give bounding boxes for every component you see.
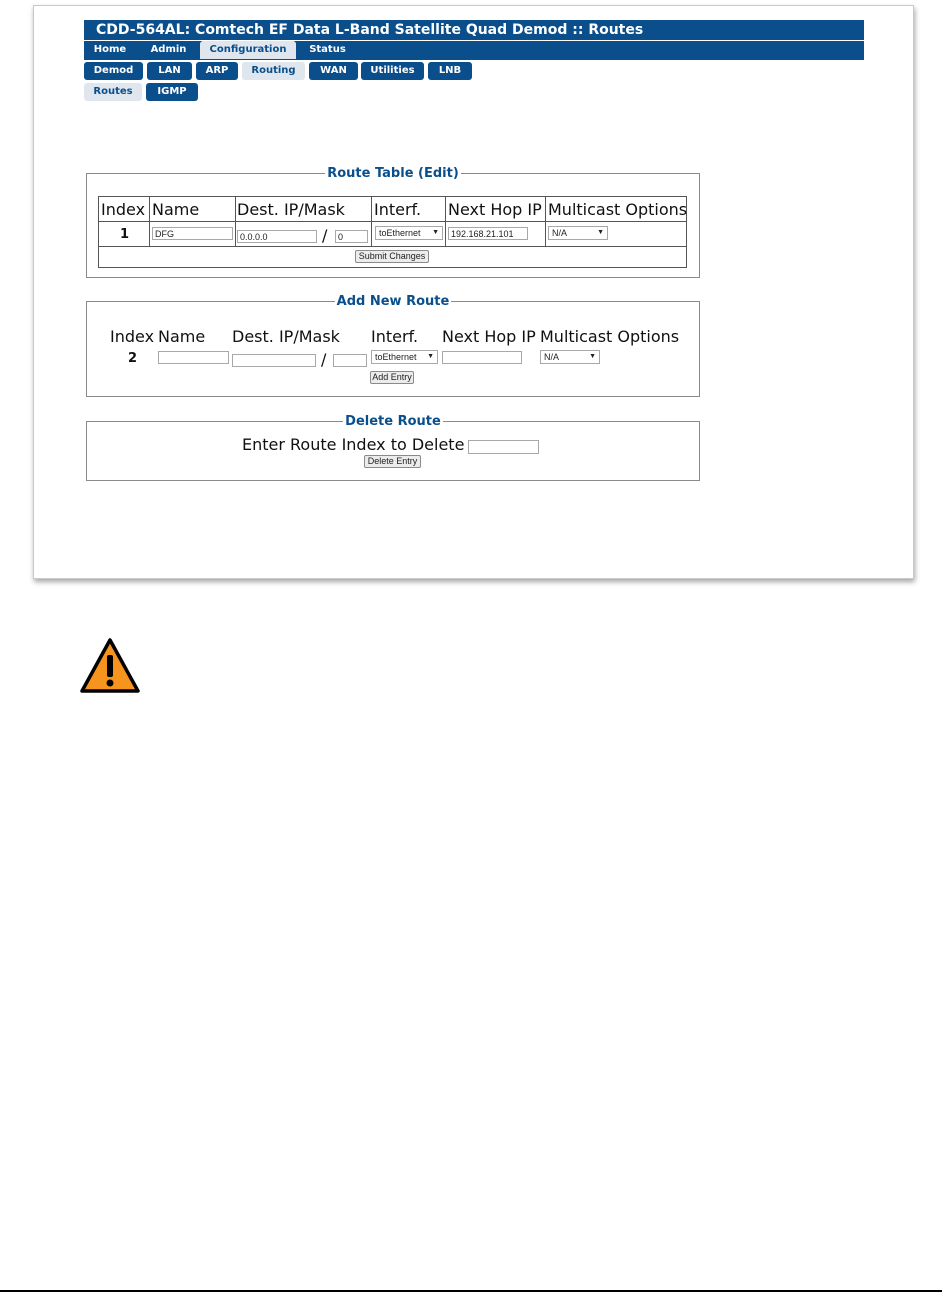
tab-admin[interactable]: Admin	[141, 41, 196, 59]
add-multicast-value: N/A	[544, 352, 560, 362]
row1-interface-value: toEthernet	[379, 228, 421, 238]
tab-home[interactable]: Home	[84, 41, 136, 59]
add-header-index: Index	[110, 327, 155, 346]
header-interface: Interf.	[374, 200, 422, 219]
dropdown-arrow-icon: ▼	[432, 229, 439, 236]
dropdown-arrow-icon: ▼	[597, 229, 604, 236]
tab-utilities[interactable]: Utilities	[361, 62, 424, 80]
row1-mask-input[interactable]: 0	[335, 230, 368, 243]
dropdown-arrow-icon: ▼	[427, 353, 434, 360]
add-multicast-select[interactable]	[540, 350, 600, 364]
header-next-hop-ip: Next Hop IP	[448, 200, 542, 219]
tab-routing[interactable]: Routing	[242, 62, 305, 80]
add-name-input[interactable]	[158, 351, 229, 364]
add-header-dest-ip-mask: Dest. IP/Mask	[232, 327, 340, 346]
add-header-name: Name	[158, 327, 206, 346]
add-interface-select[interactable]	[371, 350, 438, 364]
tab-wan[interactable]: WAN	[309, 62, 358, 80]
add-next-hop-input[interactable]	[442, 351, 522, 364]
add-mask-input[interactable]	[333, 354, 367, 367]
add-header-interface: Interf.	[371, 327, 419, 346]
tab-arp[interactable]: ARP	[196, 62, 238, 80]
add-slash: /	[321, 350, 327, 369]
tab-configuration[interactable]: Configuration	[200, 41, 296, 59]
delete-prompt: Enter Route Index to Delete	[242, 435, 465, 454]
add-index: 2	[128, 351, 138, 366]
row1-multicast-value: N/A	[552, 228, 568, 238]
add-header-next-hop-ip: Next Hop IP	[442, 327, 536, 346]
delete-route-legend: Delete Route	[345, 414, 441, 429]
tab-igmp[interactable]: IGMP	[146, 83, 198, 101]
tab-lnb[interactable]: LNB	[428, 62, 472, 80]
row1-index: 1	[120, 227, 130, 242]
row1-slash: /	[322, 226, 328, 245]
add-entry-button[interactable]: Add Entry	[370, 371, 414, 384]
row1-next-hop-input[interactable]: 192.168.21.101	[448, 227, 528, 240]
row1-interface-select[interactable]	[375, 226, 443, 240]
add-header-multicast-options: Multicast Options	[540, 327, 680, 346]
page-title: CDD-564AL: Comtech EF Data L-Band Satellite Quad Demod :: Routes	[84, 20, 864, 40]
row1-name-input[interactable]: DFG	[152, 227, 233, 240]
header-name: Name	[152, 200, 200, 219]
row1-dest-ip-input[interactable]: 0.0.0.0	[237, 230, 317, 243]
tab-routes[interactable]: Routes	[84, 83, 142, 101]
delete-entry-button[interactable]: Delete Entry	[364, 455, 421, 468]
header-multicast-options: Multicast Options	[548, 200, 688, 219]
dropdown-arrow-icon: ▼	[589, 353, 596, 360]
add-dest-ip-input[interactable]	[232, 354, 316, 367]
add-interface-value: toEthernet	[375, 352, 417, 362]
tab-lan[interactable]: LAN	[147, 62, 192, 80]
delete-index-input[interactable]	[468, 440, 539, 454]
route-table-legend: Route Table (Edit)	[327, 166, 459, 181]
header-dest-ip-mask: Dest. IP/Mask	[237, 200, 345, 219]
tab-status[interactable]: Status	[299, 41, 356, 59]
tab-demod[interactable]: Demod	[84, 62, 143, 80]
row1-multicast-select[interactable]	[548, 226, 608, 240]
warning-triangle-icon	[79, 637, 141, 695]
header-index: Index	[101, 200, 146, 219]
add-route-legend: Add New Route	[336, 294, 450, 309]
submit-changes-button[interactable]: Submit Changes	[355, 250, 429, 263]
